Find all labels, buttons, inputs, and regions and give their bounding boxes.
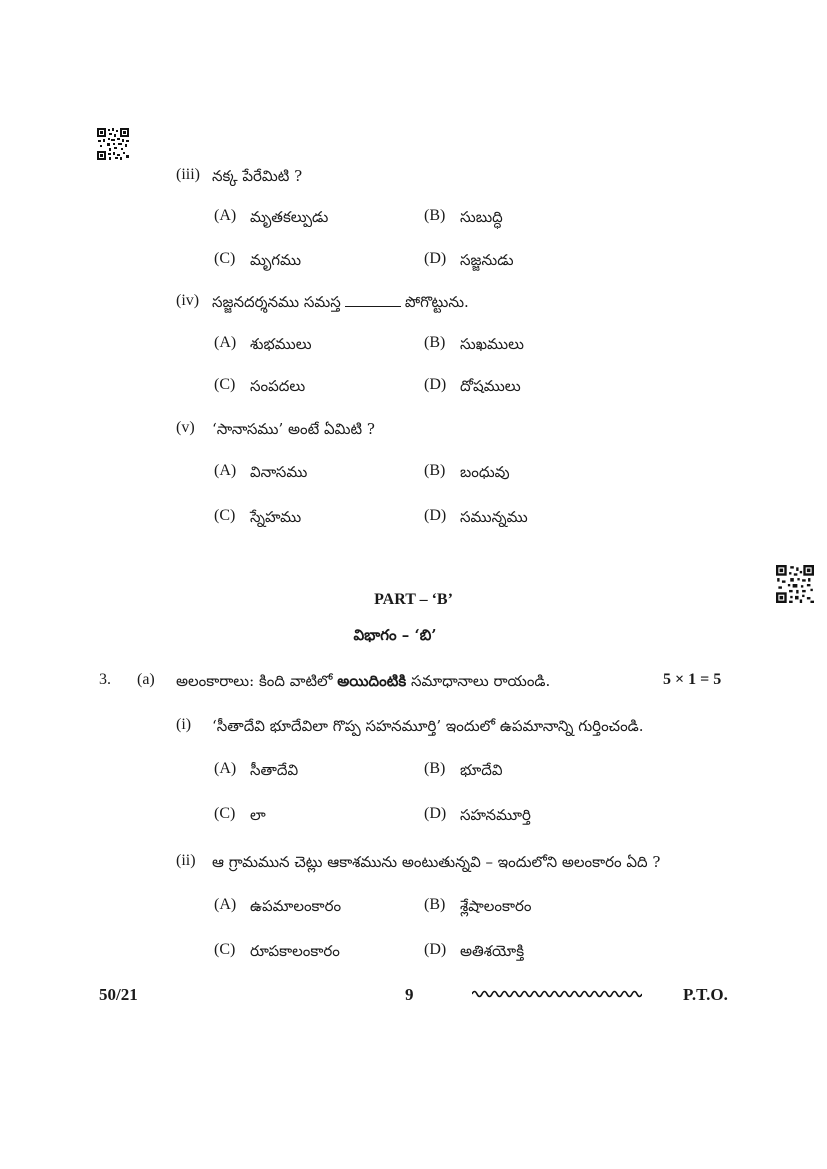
option-label: (B) bbox=[424, 462, 446, 479]
option-label: (C) bbox=[214, 941, 236, 958]
page-number: 9 bbox=[405, 985, 414, 1004]
qr-code-top-left bbox=[97, 128, 129, 160]
question-number: (ii) bbox=[176, 852, 196, 869]
option-label: (A) bbox=[214, 334, 237, 351]
option-text: సుబుద్ధి bbox=[460, 208, 503, 226]
option-text: సమున్నము bbox=[460, 508, 528, 526]
section-sub: (a) bbox=[137, 671, 155, 688]
question-text: ‘సీతాదేవి భూదేవిలా గొప్ప సహనమూర్తి’ ఇందులో ఉపమానాన్ని గుర్తించండి. bbox=[212, 717, 644, 735]
option-text: స్నేహము bbox=[250, 508, 302, 526]
wavy-divider-icon bbox=[472, 989, 642, 999]
option-text: సహనమూర్తి bbox=[460, 806, 531, 824]
option-label: (C) bbox=[214, 250, 236, 267]
option-label: (A) bbox=[214, 760, 237, 777]
question-text: ఆ గ్రామమున చెట్లు ఆకాశమును అంటుతున్నవి – ఇందులోని అలంకారం ఏది ? bbox=[212, 853, 661, 871]
option-text: శ్లేషాలంకారం bbox=[460, 897, 532, 915]
option-label: (B) bbox=[424, 896, 446, 913]
option-label: (A) bbox=[214, 462, 237, 479]
option-label: (D) bbox=[424, 507, 447, 524]
question-number: (i) bbox=[176, 716, 192, 733]
option-label: (D) bbox=[424, 250, 447, 267]
option-label: (B) bbox=[424, 334, 446, 351]
option-text: సంపదలు bbox=[250, 377, 306, 395]
option-text: లా bbox=[250, 806, 266, 824]
instruction-text: సమాధానాలు రాయండి. bbox=[410, 672, 551, 690]
instruction-text: అలంకారాలు: కింది వాటిలో bbox=[176, 672, 333, 690]
option-text: రూపకాలంకారం bbox=[250, 942, 340, 960]
question-text-after: పోగొట్టును. bbox=[404, 293, 469, 311]
option-label: (C) bbox=[214, 805, 236, 822]
option-text: మృతకల్పుడు bbox=[250, 208, 329, 226]
question-text: ‘సానాసము’ అంటే ఏమిటి ? bbox=[212, 420, 375, 438]
question-number: (iii) bbox=[176, 166, 200, 183]
option-text: సజ్జనుడు bbox=[460, 251, 514, 269]
option-text: దోషములు bbox=[460, 377, 521, 395]
option-text: భూదేవి bbox=[460, 761, 503, 779]
fill-blank bbox=[345, 306, 401, 307]
option-label: (C) bbox=[214, 376, 236, 393]
option-label: (D) bbox=[424, 805, 447, 822]
option-text: అతిశయోక్తి bbox=[460, 942, 525, 960]
option-label: (B) bbox=[424, 760, 446, 777]
part-title-en: PART – ‘B’ bbox=[374, 591, 453, 608]
question-text: నక్క పేరేమిటి ? bbox=[212, 167, 303, 185]
option-label: (D) bbox=[424, 376, 447, 393]
section-number: 3. bbox=[99, 671, 111, 688]
question-number: (v) bbox=[176, 419, 195, 436]
question-text-before: సజ్జనదర్శనము సమస్త bbox=[212, 293, 341, 311]
option-text: సీతాదేవి bbox=[250, 761, 299, 779]
option-label: (A) bbox=[214, 896, 237, 913]
paper-code: 50/21 bbox=[99, 985, 138, 1004]
question-text bbox=[212, 293, 469, 315]
option-text: మృగము bbox=[250, 251, 302, 269]
section-instruction bbox=[176, 672, 550, 694]
option-text: ఉపమాలంకారం bbox=[250, 897, 342, 915]
instruction-emphasis: అయిదింటికి bbox=[337, 672, 407, 690]
option-label: (B) bbox=[424, 207, 446, 224]
option-text: వినాసము bbox=[250, 463, 308, 481]
marks: 5 × 1 = 5 bbox=[663, 671, 722, 688]
option-label: (C) bbox=[214, 507, 236, 524]
option-label: (D) bbox=[424, 941, 447, 958]
option-text: శుభములు bbox=[250, 335, 312, 353]
option-label: (A) bbox=[214, 207, 237, 224]
question-number: (iv) bbox=[176, 292, 200, 309]
part-title-te: విభాగం – ‘బి’ bbox=[353, 626, 437, 644]
please-turn-over: P.T.O. bbox=[683, 985, 728, 1004]
option-text: సుఖములు bbox=[460, 335, 524, 353]
option-text: బంధువు bbox=[460, 463, 510, 481]
